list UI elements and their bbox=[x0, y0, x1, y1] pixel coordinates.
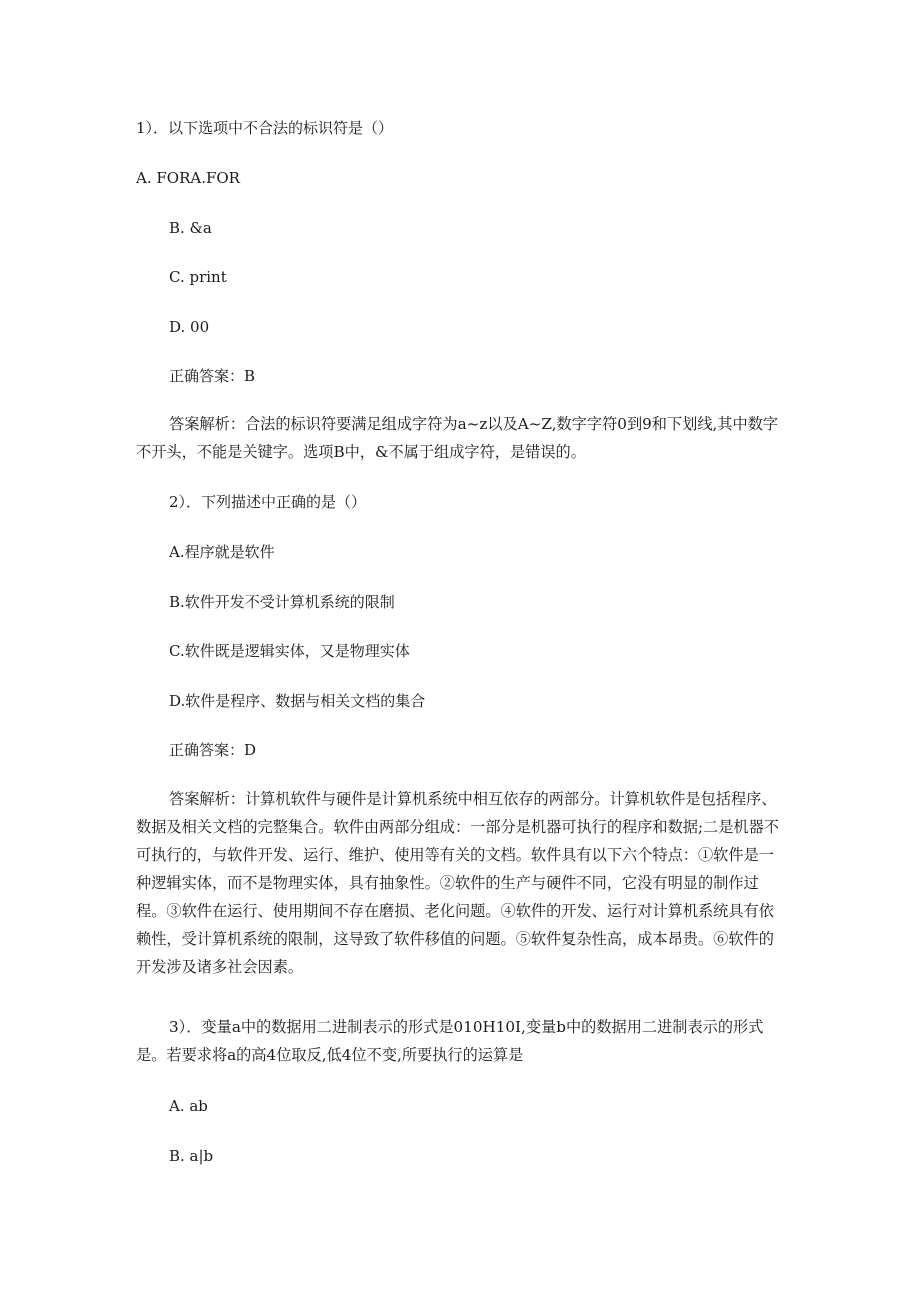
question-3-option-a: A. ab bbox=[169, 1097, 208, 1115]
question-1-analysis: 答案解析：合法的标识符要满足组成字符为a~z以及A~Z,数字字符0到9和下划线,其中数字不开头，不能是关键字。选项B中，&不属于组成字符，是错误的。 bbox=[136, 415, 779, 461]
question-1-answer: 正确答案：B bbox=[169, 367, 256, 385]
question-2-option-b: B.软件开发不受计算机系统的限制 bbox=[169, 593, 395, 611]
question-2-stem: 2）．下列描述中正确的是（） bbox=[169, 493, 367, 511]
question-2-analysis: 答案解析：计算机软件与硬件是计算机系统中相互依存的两部分。计算机软件是包括程序、数据及相关文档的完整集合。软件由两部分组成：一部分是机器可执行的程序和数据;二是机器不可执行的，与软件开发、运行、维护、使用等有关的文档。软件具有以下六个特点：①软件是一种逻辑实体，而不是物理实体，具有抽象性。②软件的生产与硬件不同，它没有明显的制作过程。③软件在运行、使用期间不存在磨损、老化问题。④软件的开发、运行对计算机系统具有依赖性，受计算机系统的限制，这导致了软件移值的问题。⑤软件复杂性高，成本昂贵。⑥软件的开发涉及诸多社会因素。 bbox=[136, 790, 779, 976]
question-3-option-b: B. a|b bbox=[169, 1147, 214, 1165]
question-2-option-a: A.程序就是软件 bbox=[169, 543, 275, 561]
question-2-option-c: C.软件既是逻辑实体，又是物理实体 bbox=[169, 642, 410, 660]
question-1-stem: 1）．以下选项中不合法的标识符是（） bbox=[136, 119, 394, 137]
question-1-option-b: B. &a bbox=[169, 219, 212, 237]
question-3-stem: 3）．变量a中的数据用二进制表示的形式是010H10I,变量b中的数据用二进制表示的形式是。若要求将a的高4位取反,低4位不变,所要执行的运算是 bbox=[136, 1018, 764, 1064]
question-2-answer: 正确答案：D bbox=[169, 741, 257, 759]
question-1-option-a: A. FORA.FOR bbox=[136, 169, 240, 187]
question-2-option-d: D.软件是程序、数据与相关文档的集合 bbox=[169, 692, 426, 710]
question-1-option-d: D. 00 bbox=[169, 318, 210, 336]
question-1-option-c: C. print bbox=[169, 268, 227, 286]
